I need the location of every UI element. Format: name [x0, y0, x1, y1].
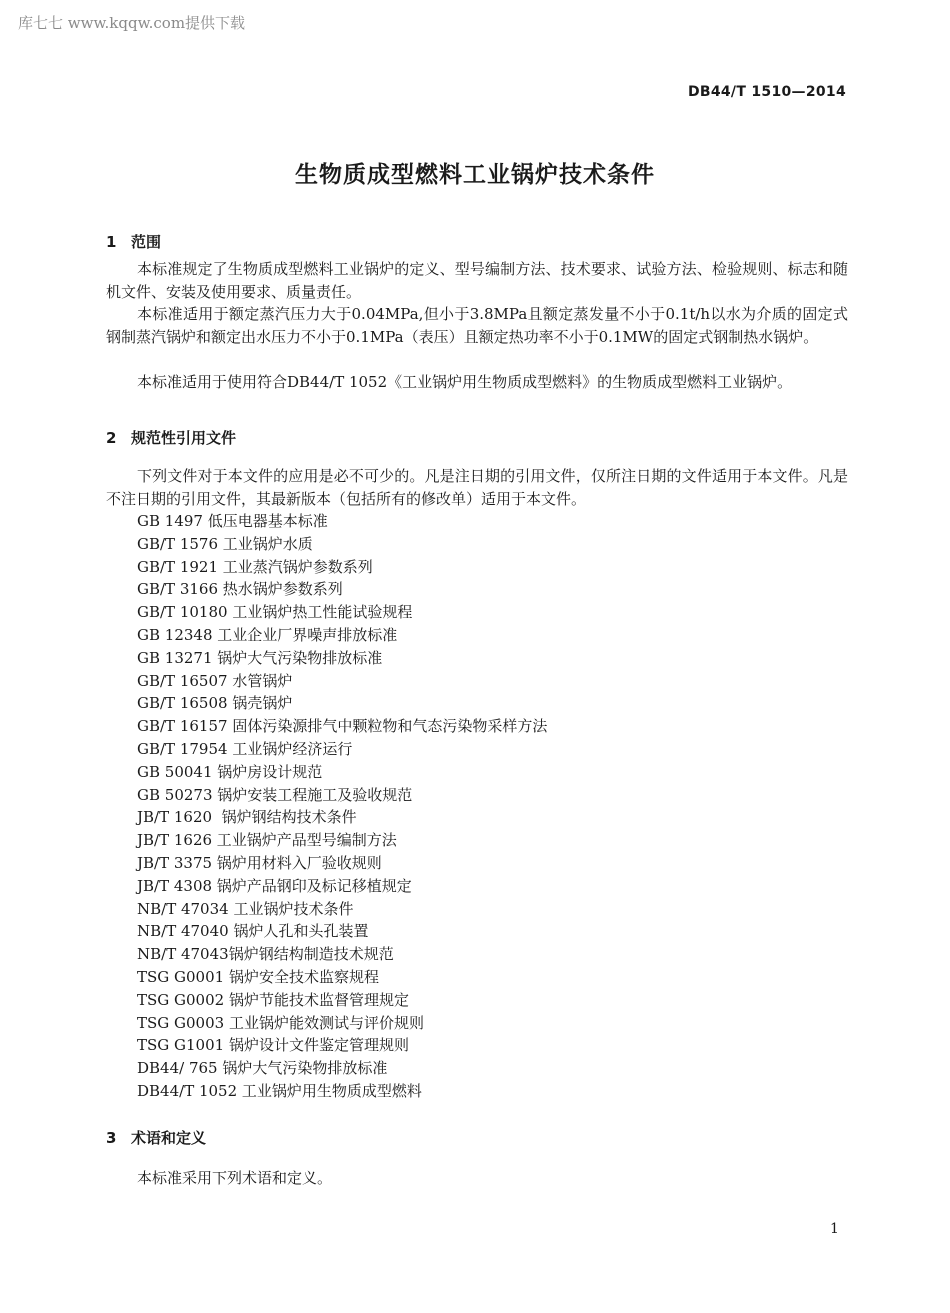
- reference-item: GB/T 3166 热水锅炉参数系列: [137, 580, 343, 599]
- document-title: 生物质成型燃料工业锅炉技术条件: [295, 162, 655, 188]
- reference-item: TSG G0003 工业锅炉能效测试与评价规则: [137, 1013, 424, 1032]
- reference-list: [137, 510, 547, 1103]
- reference-item: GB/T 10180 工业锅炉热工性能试验规程: [137, 603, 413, 622]
- reference-item: TSG G0001 锅炉安全技术监察规程: [137, 967, 379, 986]
- section-number: 3: [106, 1129, 117, 1147]
- section-title: 术语和定义: [131, 1129, 207, 1147]
- reference-item: GB 1497 低压电器基本标准: [137, 512, 328, 530]
- document-code: DB44/T 1510—2014: [687, 84, 846, 100]
- page-number: 1: [830, 1221, 839, 1237]
- reference-item: GB/T 16508 锅壳锅炉: [137, 694, 293, 713]
- reference-item: TSG G1001 锅炉设计文件鉴定管理规则: [137, 1036, 409, 1055]
- reference-item: JB/T 1620 锅炉钢结构技术条件: [137, 808, 357, 827]
- reference-item: GB/T 16157 固体污染源排气中颗粒物和气态污染物采样方法: [137, 717, 548, 736]
- reference-item: GB 50041 锅炉房设计规范: [137, 762, 323, 781]
- section-heading-terms-and-definitions: [106, 1127, 206, 1148]
- section-number: 2: [106, 429, 117, 447]
- section-title: 范围: [131, 233, 162, 251]
- paragraph: 下列文件对于本文件的应用是必不可少的。凡是注日期的引用文件，仅所注日期的文件适用于本文件。凡是不注日期的引用文件，其最新版本（包括所有的修改单）适用于本文件。: [106, 467, 848, 508]
- reference-item: JB/T 1626 工业锅炉产品型号编制方法: [137, 831, 397, 850]
- reference-item: JB/T 4308 锅炉产品钢印及标记移植规定: [137, 876, 412, 895]
- reference-item: NB/T 47043锅炉钢结构制造技术规范: [137, 945, 394, 964]
- section-number: 1: [106, 233, 117, 251]
- section-heading-scope: [106, 231, 161, 252]
- paragraph: 本标准规定了生物质成型燃料工业锅炉的定义、型号编制方法、技术要求、试验方法、检验规则、标志和随机文件、安装及使用要求、质量责任。: [106, 260, 848, 301]
- reference-item: DB44/T 1052 工业锅炉用生物质成型燃料: [137, 1081, 422, 1100]
- paragraph: 本标准采用下列术语和定义。: [137, 1169, 333, 1187]
- reference-item: NB/T 47040 锅炉人孔和头孔装置: [137, 922, 369, 941]
- reference-item: GB/T 1576 工业锅炉水质: [137, 534, 313, 553]
- reference-item: GB 12348 工业企业厂界噪声排放标准: [137, 625, 398, 644]
- reference-item: GB/T 1921 工业蒸汽锅炉参数系列: [137, 557, 373, 576]
- reference-item: DB44/ 765 锅炉大气污染物排放标准: [137, 1059, 388, 1078]
- section-heading-normative-references: [106, 427, 236, 448]
- watermark: 库七七 www.kqqw.com提供下载: [18, 14, 246, 32]
- reference-item: TSG G0002 锅炉节能技术监督管理规定: [137, 990, 409, 1009]
- reference-item: GB 13271 锅炉大气污染物排放标准: [137, 648, 383, 667]
- reference-item: NB/T 47034 工业锅炉技术条件: [137, 899, 354, 918]
- reference-item: GB/T 16507 水管锅炉: [137, 671, 293, 690]
- reference-item: GB 50273 锅炉安装工程施工及验收规范: [137, 785, 413, 804]
- paragraph: 本标准适用于额定蒸汽压力大于0.04MPa,但小于3.8MPa且额定蒸发量不小于0.1t/h以水为介质的固定式钢制蒸汽锅炉和额定出水压力不小于0.1MPa（表压）且额定热功率不小于0.1MW的固定式钢制热水锅炉。: [106, 305, 848, 346]
- reference-item: GB/T 17954 工业锅炉经济运行: [137, 739, 353, 758]
- paragraph: 本标准适用于使用符合DB44/T 1052《工业锅炉用生物质成型燃料》的生物质成型燃料工业锅炉。: [137, 373, 793, 391]
- section-title: 规范性引用文件: [131, 429, 237, 447]
- reference-item: JB/T 3375 锅炉用材料入厂验收规则: [137, 853, 382, 872]
